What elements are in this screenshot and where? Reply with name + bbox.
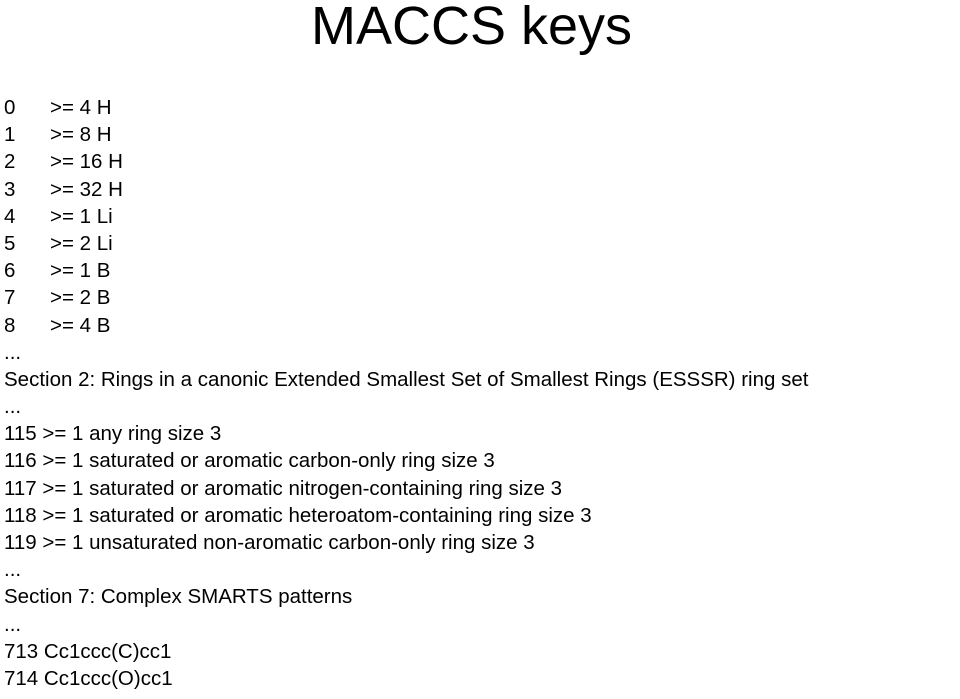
key-description: >= 32 H [50, 177, 123, 201]
page-title: MACCS keys [311, 0, 633, 56]
key-description: >= 16 H [50, 150, 123, 174]
key-description: >= 8 H [50, 123, 112, 147]
key-list [4, 94, 808, 692]
key-description: >= 4 B [50, 313, 111, 337]
key-number: 1 [4, 123, 16, 147]
section-heading: Section 2: Rings in a canonic Extended Smallest Set of Smallest Rings (ESSSR) ring set [4, 367, 809, 391]
key-line [4, 121, 808, 148]
key-line: 119 >= 1 unsaturated non-aromatic carbon-only ring size 3 [4, 531, 535, 554]
key-line: 713 Cc1ccc(C)cc1 [4, 639, 172, 663]
section-heading: Section 7: Complex SMARTS patterns [4, 585, 353, 609]
key-number: 4 [4, 204, 16, 228]
key-line: 117 >= 1 saturated or aromatic nitrogen-containing ring size 3 [4, 476, 563, 500]
key-number: 3 [4, 177, 16, 201]
ellipsis-line: ... [4, 612, 22, 636]
ellipsis-line: ... [4, 395, 22, 419]
key-line: 116 >= 1 saturated or aromatic carbon-only ring size 3 [4, 449, 495, 473]
key-line: 714 Cc1ccc(O)cc1 [4, 666, 173, 690]
ellipsis-line: ... [4, 558, 22, 582]
key-description: >= 1 Li [50, 204, 113, 228]
ellipsis-line: ... [4, 340, 22, 364]
key-number: 2 [4, 150, 16, 174]
key-description: >= 4 H [50, 96, 112, 119]
key-line [4, 284, 808, 311]
key-line: 118 >= 1 saturated or aromatic heteroatom-containing ring size 3 [4, 503, 592, 527]
key-number: 8 [4, 313, 16, 337]
key-line [4, 257, 808, 284]
key-line [4, 176, 808, 203]
key-line [4, 203, 808, 230]
key-line: 115 >= 1 any ring size 3 [4, 422, 222, 446]
key-description: >= 2 Li [50, 231, 113, 255]
key-number: 6 [4, 259, 16, 283]
key-line [4, 230, 808, 257]
key-description: >= 2 B [50, 286, 111, 310]
key-line [4, 148, 808, 175]
key-line [4, 312, 808, 339]
key-number: 0 [4, 96, 16, 119]
key-number: 7 [4, 286, 16, 310]
key-number: 5 [4, 231, 16, 255]
key-line [4, 94, 808, 121]
key-description: >= 1 B [50, 259, 111, 283]
